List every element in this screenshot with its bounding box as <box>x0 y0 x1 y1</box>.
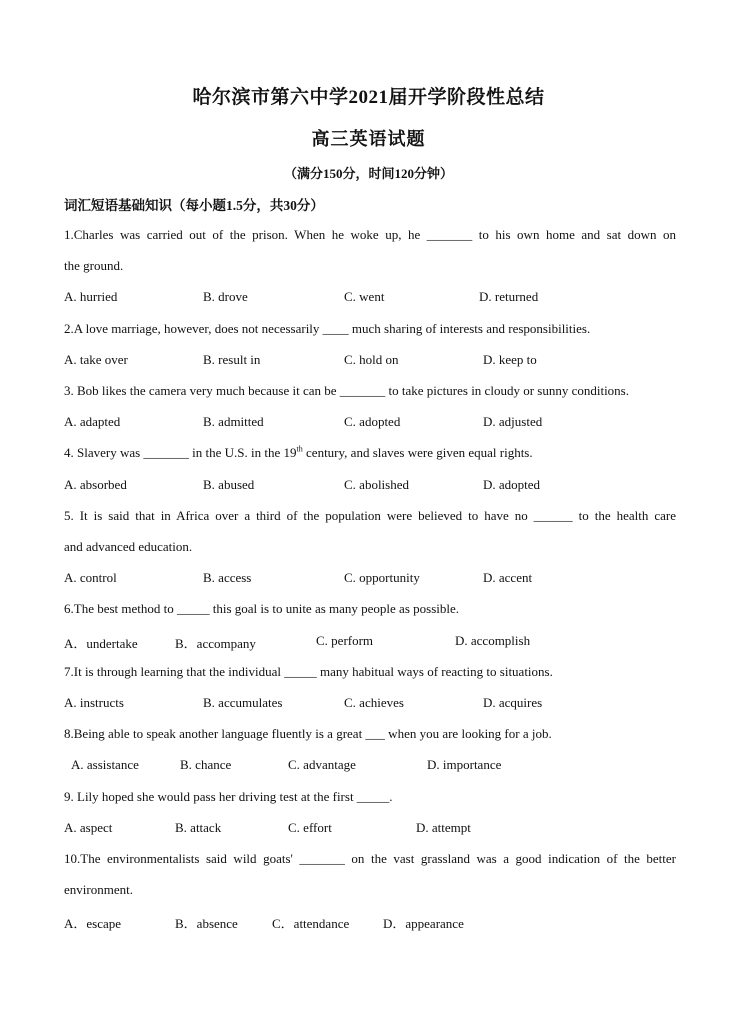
question-9-option-c: C. effort <box>288 820 332 835</box>
question-3-option-c: C. adopted <box>344 414 401 429</box>
question-7-stem: 7.It is through learning that the individual _____ many habitual ways of reacting to situations. <box>64 664 553 679</box>
question-2-stem: 2.A love marriage, however, does not necessarily ____ much sharing of interests and responsibilities. <box>64 321 591 336</box>
question-1-option-a: A. hurried <box>64 289 118 304</box>
question-9-stem: 9. Lily hoped she would pass her driving test at the first _____. <box>64 789 393 804</box>
question-9-option-d: D. attempt <box>416 820 471 835</box>
question-1-option-d: D. returned <box>479 289 539 304</box>
question-10-stem: 10.The environmentalists said wild goats' _______ on the vast grassland was a good indication of the better <box>64 851 676 866</box>
question-1-stem: 1.Charles was carried out of the prison. When he woke up, he _______ to his own home and sat down on <box>64 227 676 242</box>
question-10-stem-cont: environment. <box>64 882 133 897</box>
question-2-option-d: D. keep to <box>483 352 537 367</box>
question-8-option-b: B. chance <box>180 757 232 772</box>
question-3-option-a: A. adapted <box>64 414 121 429</box>
question-9-option-b: B. attack <box>175 820 222 835</box>
question-8-option-a: A. assistance <box>71 757 139 772</box>
question-4-stem-start: 4. Slavery was _______ in the U.S. in the 19 <box>64 445 297 460</box>
school-title: 哈尔滨市第六中学2021届开学阶段性总结 <box>192 87 545 108</box>
question-3-stem: 3. Bob likes the camera very much because it can be _______ to take pictures in cloudy or sunny conditions. <box>64 383 629 398</box>
question-4-stem-superscript: th <box>296 444 303 454</box>
question-10-option-a: A．escape <box>64 916 122 931</box>
question-2-option-c: C. hold on <box>344 352 399 367</box>
question-6-stem: 6.The best method to _____ this goal is to unite as many people as possible. <box>64 601 460 616</box>
question-5-stem-cont: and advanced education. <box>64 539 193 554</box>
question-10-option-b: B．absence <box>175 916 238 931</box>
question-1-option-b: B. drove <box>203 289 248 304</box>
question-4-stem <box>64 445 533 461</box>
question-5-option-b: B. access <box>203 570 252 585</box>
question-7-option-b: B. accumulates <box>203 695 283 710</box>
question-10-option-d: D．appearance <box>383 916 464 931</box>
question-4-stem-end: century, and slaves were given equal rights. <box>302 445 533 460</box>
question-5-option-a: A. control <box>64 570 117 585</box>
exam-title: 高三英语试题 <box>311 129 426 149</box>
question-6-option-c: C. perform <box>316 633 374 648</box>
question-7-option-d: D. acquires <box>483 695 543 710</box>
question-9-option-a: A. aspect <box>64 820 113 835</box>
exam-info: （满分150分，时间120分钟） <box>283 166 453 181</box>
question-6-option-b: B．accompany <box>175 636 256 651</box>
section-title: 词汇短语基础知识（每小题1.5分，共30分） <box>64 198 324 213</box>
question-10-option-c: C．attendance <box>272 916 350 931</box>
question-2-option-a: A. take over <box>64 352 128 367</box>
question-5-stem: 5. It is said that in Africa over a third of the population were believed to have no ______ to the health care <box>64 508 676 523</box>
question-5-option-c: C. opportunity <box>344 570 420 585</box>
question-4-option-a: A. absorbed <box>64 477 127 492</box>
question-4-option-b: B. abused <box>203 477 255 492</box>
question-7-option-a: A. instructs <box>64 695 124 710</box>
question-1-stem-cont: the ground. <box>64 258 124 273</box>
question-4-option-c: C. abolished <box>344 477 409 492</box>
question-4-option-d: D. adopted <box>483 477 541 492</box>
question-5-option-d: D. accent <box>483 570 533 585</box>
question-7-option-c: C. achieves <box>344 695 404 710</box>
question-8-option-c: C. advantage <box>288 757 356 772</box>
question-6-option-d: D. accomplish <box>455 633 531 648</box>
question-3-option-d: D. adjusted <box>483 414 543 429</box>
question-2-option-b: B. result in <box>203 352 261 367</box>
question-1-option-c: C. went <box>344 289 385 304</box>
question-8-stem: 8.Being able to speak another language fluently is a great ___ when you are looking for a job. <box>64 726 552 741</box>
question-8-option-d: D. importance <box>427 757 502 772</box>
question-6-option-a: A．undertake <box>64 636 138 651</box>
question-3-option-b: B. admitted <box>203 414 264 429</box>
